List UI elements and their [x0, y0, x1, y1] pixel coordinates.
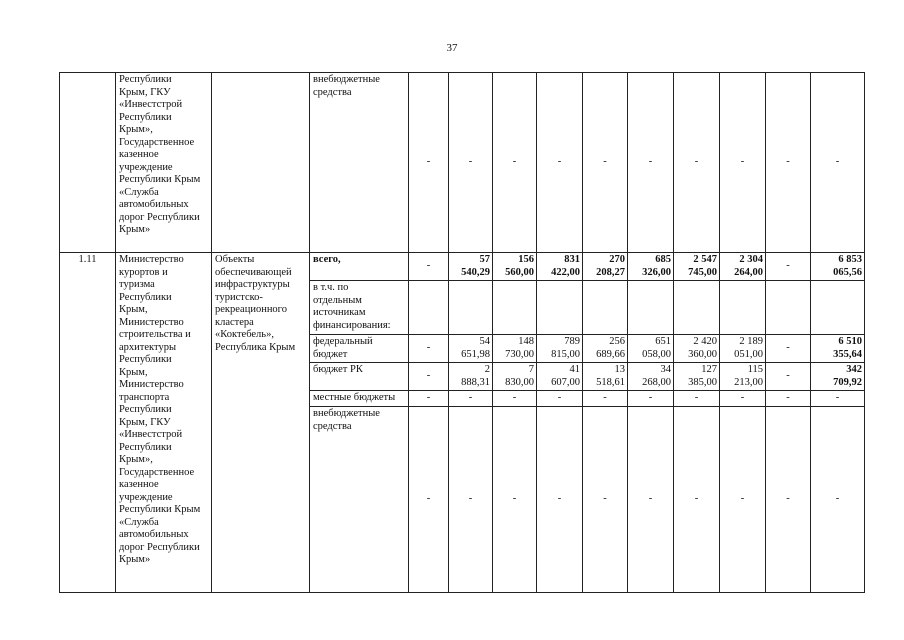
value-cell: 256 689,66	[583, 335, 628, 363]
value-cell: -	[449, 407, 493, 593]
value-cell	[449, 281, 493, 335]
value-cell: -	[766, 335, 811, 363]
responsible-cell: Республики Крым, ГКУ «Инвестстрой Республики Крым», Государственное казенное учреждение Республики Крым «Служба автомобильных дорог Республики Крым»	[116, 73, 212, 253]
value-cell: -	[449, 73, 493, 253]
value-cell: -	[409, 253, 449, 281]
row-number-cell: 1.11	[60, 253, 116, 593]
value-cell: -	[811, 407, 865, 593]
value-cell: 115 213,00	[720, 363, 766, 391]
source-cell: в т.ч. по отдельным источникам финансирования:	[310, 281, 409, 335]
value-cell	[720, 281, 766, 335]
value-cell: -	[409, 407, 449, 593]
value-cell	[409, 281, 449, 335]
value-cell	[766, 281, 811, 335]
value-cell: -	[766, 73, 811, 253]
value-cell: 2 420 360,00	[674, 335, 720, 363]
value-cell: -	[409, 363, 449, 391]
value-cell: 789 815,00	[537, 335, 583, 363]
value-cell: -	[583, 391, 628, 407]
object-cell: Объекты обеспечивающей инфраструктуры туристско- рекреационного кластера «Коктебель», Республика Крым	[212, 253, 310, 593]
responsible-cell: Министерство курортов и туризма Республики Крым, Министерство строительства и архитектуры Республики Крым, Министерство транспорта Республики Крым, ГКУ «Инвестстрой Республики Крым», Государственное казенное учреждение Республики Крым «Служба автомобильных дорог Республики Крым»	[116, 253, 212, 593]
value-cell: -	[811, 391, 865, 407]
value-cell: -	[720, 391, 766, 407]
value-cell: -	[493, 407, 537, 593]
value-cell: -	[493, 391, 537, 407]
value-cell: 831 422,00	[537, 253, 583, 281]
value-cell: -	[674, 73, 720, 253]
source-cell: федеральный бюджет	[310, 335, 409, 363]
table-row	[60, 253, 865, 281]
value-cell: -	[628, 73, 674, 253]
object-cell	[212, 73, 310, 253]
value-cell: -	[449, 391, 493, 407]
value-cell: -	[674, 407, 720, 593]
value-cell: 270 208,27	[583, 253, 628, 281]
value-cell: -	[766, 391, 811, 407]
value-cell: -	[409, 335, 449, 363]
value-cell: -	[583, 73, 628, 253]
value-cell: 2 304 264,00	[720, 253, 766, 281]
table-row	[60, 73, 865, 253]
value-cell: 34 268,00	[628, 363, 674, 391]
value-cell	[493, 281, 537, 335]
value-cell: 54 651,98	[449, 335, 493, 363]
value-cell: 7 830,00	[493, 363, 537, 391]
value-cell	[628, 281, 674, 335]
value-cell: -	[720, 73, 766, 253]
value-cell: -	[674, 391, 720, 407]
value-cell: 156 560,00	[493, 253, 537, 281]
value-cell: 127 385,00	[674, 363, 720, 391]
page-number: 37	[446, 42, 458, 54]
row-number-cell	[60, 73, 116, 253]
value-cell: 2 888,31	[449, 363, 493, 391]
source-cell: всего,	[310, 253, 409, 281]
value-cell: -	[493, 73, 537, 253]
value-cell: -	[409, 391, 449, 407]
source-cell: местные бюджеты	[310, 391, 409, 407]
value-cell	[811, 281, 865, 335]
value-cell: 2 189 051,00	[720, 335, 766, 363]
value-cell	[537, 281, 583, 335]
source-cell: внебюджетные средства	[310, 73, 409, 253]
value-cell: 651 058,00	[628, 335, 674, 363]
value-cell: 685 326,00	[628, 253, 674, 281]
source-cell: бюджет РК	[310, 363, 409, 391]
value-cell: -	[811, 73, 865, 253]
value-cell: -	[583, 407, 628, 593]
value-cell	[583, 281, 628, 335]
value-cell: 57 540,29	[449, 253, 493, 281]
value-cell	[674, 281, 720, 335]
value-cell: -	[537, 73, 583, 253]
value-cell: 148 730,00	[493, 335, 537, 363]
value-cell: -	[766, 253, 811, 281]
value-cell: 13 518,61	[583, 363, 628, 391]
value-cell: 342 709,92	[811, 363, 865, 391]
value-cell: -	[720, 407, 766, 593]
value-cell: 41 607,00	[537, 363, 583, 391]
value-cell: -	[628, 391, 674, 407]
value-cell: 6 510 355,64	[811, 335, 865, 363]
value-cell: -	[537, 407, 583, 593]
value-cell: -	[628, 407, 674, 593]
value-cell: 2 547 745,00	[674, 253, 720, 281]
value-cell: -	[766, 407, 811, 593]
value-cell: -	[409, 73, 449, 253]
value-cell: -	[537, 391, 583, 407]
source-cell: внебюджетные средства	[310, 407, 409, 593]
value-cell: 6 853 065,56	[811, 253, 865, 281]
financing-table	[59, 72, 865, 593]
value-cell: -	[766, 363, 811, 391]
